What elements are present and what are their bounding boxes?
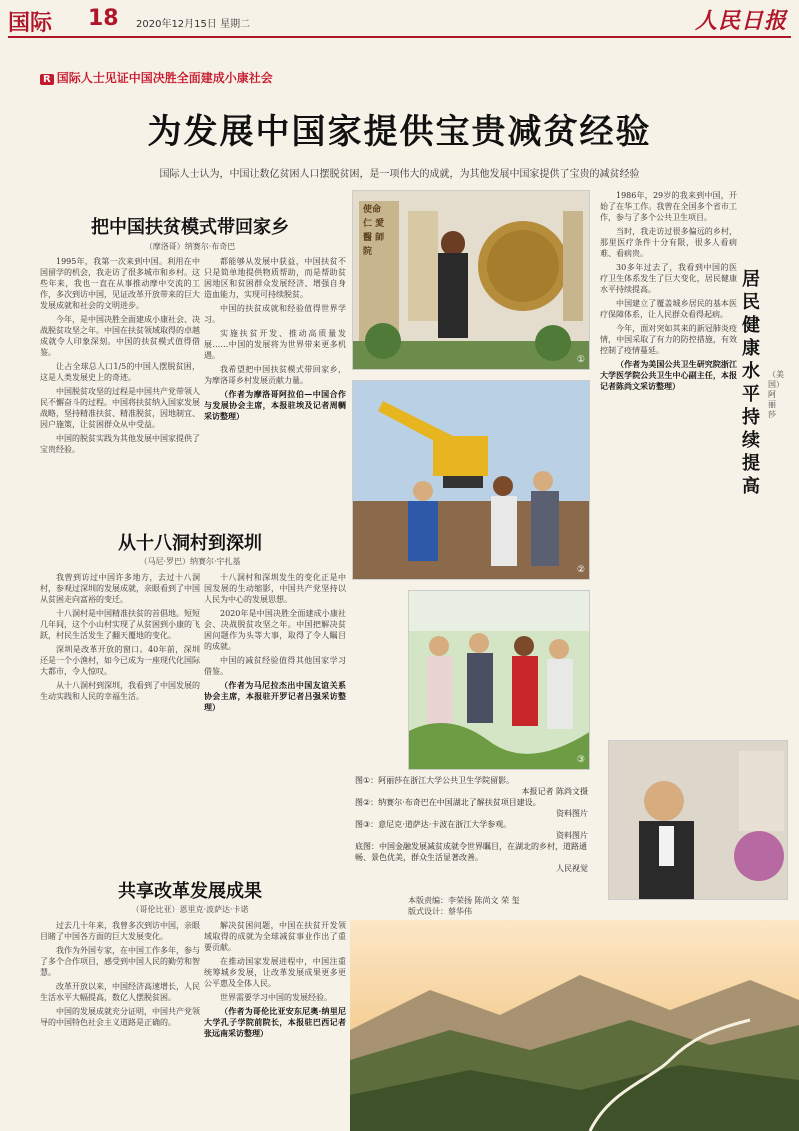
paragraph: 改革开放以来，中国经济高速增长，人民生活水平大幅提高，数亿人摆脱贫困。: [40, 982, 200, 1002]
paragraph: 世界需要学习中国的发展经验。: [220, 993, 332, 1002]
editors-line: 本版责编：李荣扬 陈尚文 荣 玺: [408, 896, 520, 905]
paragraph: 十八洞村和深圳发生的变化正是中国发展的生动缩影，中国共产党坚持以人民为中心的发展思想。: [204, 573, 346, 604]
article3-byline: （哥伦比亚）恩里克·波萨达·卡诺: [131, 905, 249, 914]
paragraph: 2020年是中国决胜全面建成小康社会、决战脱贫攻坚之年。中国把解决贫困问题作为头等大事，取得了令人瞩目的成就。: [204, 609, 346, 651]
photo-1-number: ①: [576, 355, 585, 365]
landscape-illustration: [350, 920, 799, 1131]
paragraph: 中国的减贫经验值得其他国家学习借鉴。: [204, 656, 346, 676]
paragraph: 深圳是改革开放的窗口。40年前，深圳还是一个小渔村，如今已成为一座现代化国际大都市，令人惊叹。: [40, 645, 200, 676]
newspaper-logo: 人民日报: [694, 8, 787, 34]
masthead: [0, 0, 799, 38]
masthead-rule: [8, 36, 791, 38]
article2-title: 从十八洞村到深圳: [118, 533, 262, 554]
photo-3-illustration: [409, 591, 590, 770]
page-number: 18: [88, 6, 119, 31]
kicker: [40, 69, 273, 86]
article3-title: 共享改革发展成果: [118, 881, 262, 902]
paragraph: 今年，是中国决胜全面建成小康社会、决战脱贫攻坚之年。中国在扶贫领域取得的卓越成就令人印象深刻。中国的扶贫模式值得借鉴。: [40, 315, 200, 357]
paragraph: 中国脱贫攻坚的过程是中国共产党带领人民不懈奋斗的过程。中国将扶贫纳入国家发展战略，坚持精准扶贫、精准脱贫，因地制宜、因户施策，让贫困群众从中受益。: [40, 387, 200, 429]
paragraph: 我作为外国专家，在中国工作多年，参与了多个合作项目，感受到中国人民的勤劳和智慧。: [40, 946, 200, 977]
paragraph: 中国建立了覆盖城乡居民的基本医疗保障体系，让人民群众看得起病。: [600, 299, 737, 319]
photo-1-sign: 使命 仁 愛 醫 師 院: [363, 205, 385, 257]
caption-1-credit: 本报记者 陈尚文摄: [521, 787, 588, 796]
paragraph: 当时，我走访过很多偏远的乡村，那里医疗条件十分有限，很多人看病难、看病贵。: [600, 227, 737, 258]
article2-col2: [204, 572, 346, 862]
paragraph: 中国的发展成就充分证明，中国共产党领导的中国特色社会主义道路是正确的。: [40, 1007, 200, 1027]
article1-col2: [204, 256, 346, 506]
paragraph: 都能够从发展中获益，中国扶贫不只是简单地提供物质帮助，而是帮助贫困地区和贫困群众发展经济、增强自身造血能力，实现可持续脱贫。: [204, 257, 346, 299]
author-note: （作者为哥伦比亚安东尼奥·纳里尼大学孔子学院前院长，本报驻巴西记者张远南采访整理）: [204, 1006, 346, 1038]
paragraph: 30多年过去了，我看到中国的医疗卫生体系发生了巨大变化，居民健康水平持续提高。: [600, 263, 737, 294]
paragraph: 我曾到访过中国许多地方，去过十八洞村，参观过深圳的发展成就，亲眼看到了中国从贫困走向富裕的变迁。: [40, 573, 200, 604]
landscape-photo: [350, 920, 799, 1131]
paragraph: 从十八洞村到深圳，我看到了中国发展的生动实践和人民的幸福生活。: [40, 681, 200, 701]
photo-2-number: ②: [576, 565, 585, 575]
headline-deck: 国际人士认为，中国让数亿贫困人口摆脱贫困，是一项伟大的成就，为其他发展中国家提供了宝贵的减贫经验: [159, 169, 640, 180]
photo-3-number: ③: [576, 755, 585, 765]
article3-col2: [204, 920, 346, 1125]
caption-2-credit: 资料图片: [556, 809, 588, 818]
photo-2-illustration: [353, 381, 590, 580]
paragraph: 中国的扶贫成就和经验值得世界学习。: [204, 304, 346, 324]
caption-2: 图②：纳赛尔·布奇巴在中国湖北了解扶贫项目建设。: [355, 798, 541, 807]
paragraph: 让占全球总人口1/5的中国人摆脱贫困，这是人类发展史上的奇迹。: [40, 362, 200, 382]
paragraph: 过去几十年来，我曾多次到访中国，亲眼目睹了中国各方面的巨大发展变化。: [40, 921, 200, 941]
paragraph: 中国的脱贫实践为其他发展中国家提供了宝贵经验。: [40, 434, 200, 454]
caption-bottom-credit: 人民视觉: [556, 864, 588, 873]
kicker-badge: R: [40, 74, 54, 85]
section-label: 国际: [8, 11, 53, 36]
portrait-illustration: [609, 741, 788, 900]
designer-line: 版式设计：蔡华伟: [408, 907, 472, 916]
sidebar-byline: （美国）阿丽莎: [768, 370, 784, 419]
caption-1: 图①：阿丽莎在浙江大学公共卫生学院留影。: [355, 776, 515, 785]
sidebar-title: 居民健康水平持续提高: [742, 269, 760, 497]
paragraph: 今年，面对突如其来的新冠肺炎疫情，中国采取了有力的防控措施，有效控制了疫情蔓延。: [600, 324, 737, 355]
paragraph: 在推动国家发展进程中，中国注重统筹城乡发展，让改革发展成果更多更公平惠及全体人民。: [204, 957, 346, 988]
paragraph: 1986年，29岁的我来到中国，开始了在华工作。我曾在全国多个省市工作，参与了多个公共卫生项目。: [600, 191, 737, 222]
article2-col1: [40, 572, 200, 862]
caption-3: 图③：意尼克·道萨达·卡波在浙江大学参观。: [355, 820, 512, 829]
page-headline: 为发展中国家提供宝贵减贫经验: [147, 112, 652, 152]
caption-bottom: 底图：中国金融发展减贫成就令世界瞩目，在湖北的乡村，道路通畅、景色优美，群众生活显著改善。: [355, 842, 587, 862]
article2-byline: （马尼·罗巴）纳赛尔·宇扎基: [139, 557, 241, 566]
paragraph: 实施扶贫开发、推动高质量发展……中国的发展将为世界带来更多机遇。: [204, 329, 346, 360]
photo-2: [352, 380, 590, 580]
photo-captions: [355, 775, 588, 874]
article1-col1: [40, 256, 200, 506]
photo-3: [408, 590, 590, 770]
caption-3-credit: 资料图片: [556, 831, 588, 840]
article1-byline: （摩洛哥）纳赛尔·布奇巴: [144, 242, 236, 251]
article1-title: 把中国扶贫模式带回家乡: [91, 217, 289, 238]
sidebar-portrait: [608, 740, 788, 900]
paragraph: 十八洞村是中国精准扶贫的首倡地。短短几年间，这个小山村实现了从贫困到小康的飞跃，村民生活发生了翻天覆地的变化。: [40, 609, 200, 640]
kicker-text: 国际人士见证中国决胜全面建成小康社会: [56, 71, 273, 85]
paragraph: 我希望把中国扶贫模式带回家乡，为摩洛哥乡村发展贡献力量。: [204, 365, 346, 385]
sidebar-body: [600, 190, 737, 735]
article3-col1: [40, 920, 200, 1125]
issue-date: 2020年12月15日 星期二: [136, 19, 251, 30]
paragraph: 解决贫困问题，中国在扶贫开发领域取得的成就为全球减贫事业作出了重要贡献。: [204, 921, 346, 952]
author-note: （作者为马尼拉杰出中国友谊关系协会主席，本报驻开罗记者吕强采访整理）: [204, 680, 346, 712]
author-note: （作者为摩洛哥阿拉伯—中国合作与发展协会主席，本报驻埃及记者周輖采访整理）: [204, 389, 346, 421]
paragraph: 1995年，我第一次来到中国。利用在中国留学的机会，我走访了很多城市和乡村。这些年来，我也一直在从事推动摩中交流的工作，多次到访中国，见证改革开放带来的巨大发展成就和社会的文明进步。: [40, 257, 200, 310]
author-note: （作者为美国公共卫生研究院浙江大学医学院公共卫生中心副主任，本报记者陈尚文采访整理）: [600, 359, 737, 391]
editors-block: [408, 895, 588, 917]
photo-1: [352, 190, 590, 370]
